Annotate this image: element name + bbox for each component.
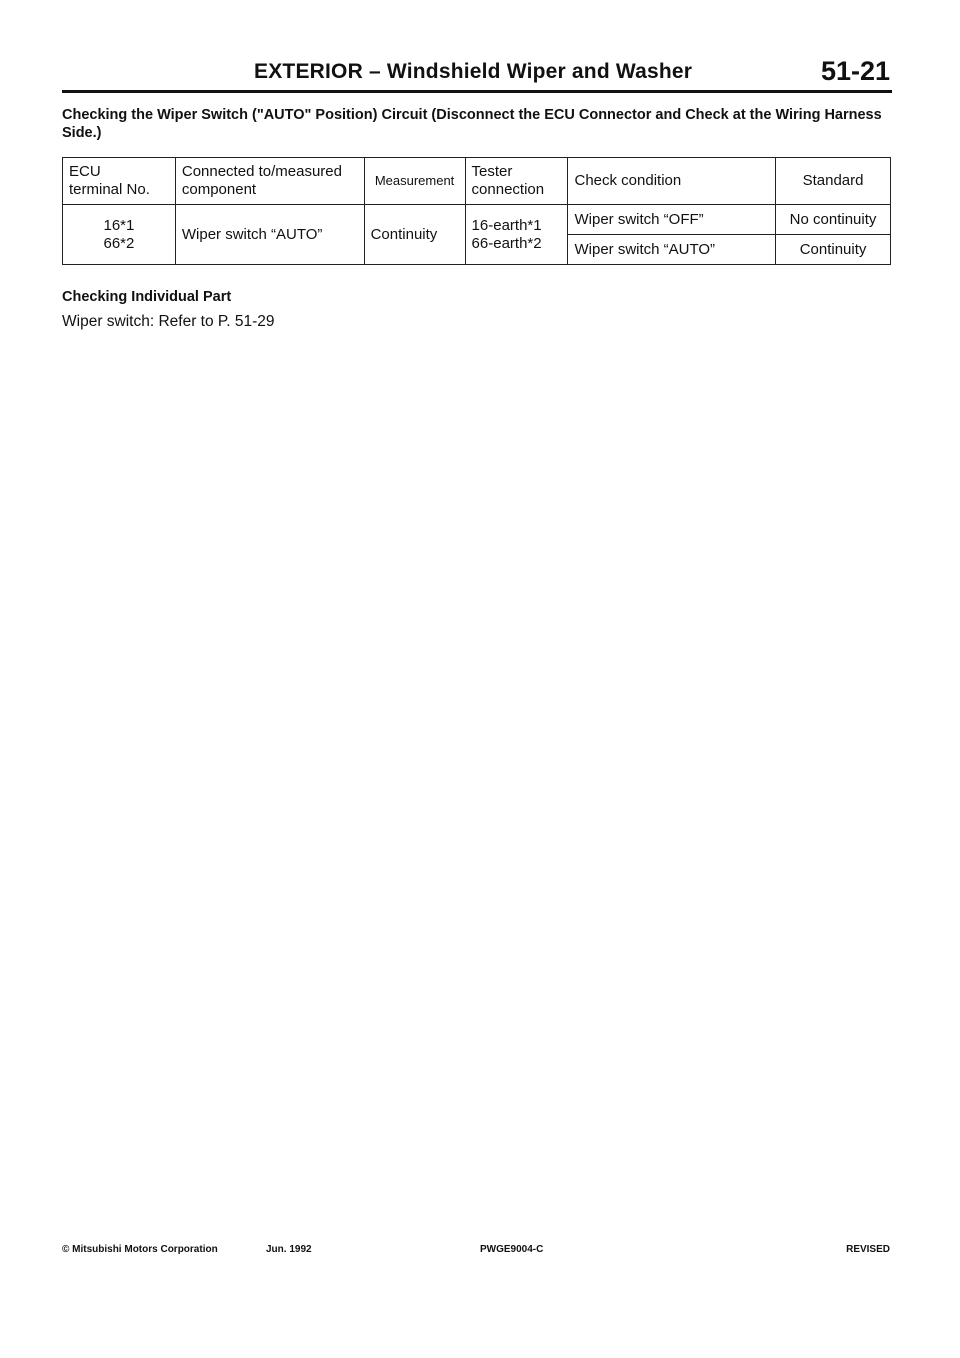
header-standard: Standard: [776, 158, 891, 205]
header-ecu-terminal-line1: ECU: [69, 163, 101, 180]
wiper-switch-reference: Wiper switch: Refer to P. 51-29: [62, 313, 275, 330]
inspection-table: [62, 157, 891, 265]
cell-ecu-terminal: [63, 205, 176, 265]
tester-connection-value-2: 66-earth*2: [471, 234, 542, 252]
header-tester-connection: [465, 158, 568, 205]
footer-revision-status: REVISED: [846, 1244, 890, 1255]
header-ecu-terminal-line2: terminal No.: [69, 181, 150, 198]
header-component-line2: component: [181, 181, 257, 198]
section-heading: Checking the Wiper Switch ("AUTO" Position) Circuit (Disconnect the ECU Connector and Check at the Wiring Harness Side.): [62, 107, 882, 141]
table-header-row: [63, 158, 891, 205]
header-component: [175, 158, 364, 205]
cell-standard: Continuity: [776, 235, 891, 265]
header-divider: [62, 90, 892, 93]
cell-tester-connection: [465, 205, 568, 265]
header-tester-line1: Tester: [471, 163, 513, 180]
page-header-title: EXTERIOR – Windshield Wiper and Washer: [254, 60, 693, 83]
ecu-terminal-value-1: 16*1: [103, 216, 135, 234]
header-measurement: Measurement: [364, 158, 465, 205]
header-check-condition: Check condition: [568, 158, 776, 205]
footer-document-code: PWGE9004-C: [480, 1244, 544, 1255]
table-row: [63, 205, 891, 235]
cell-component: Wiper switch “AUTO”: [175, 205, 364, 265]
cell-check-condition: Wiper switch “OFF”: [568, 205, 776, 235]
header-ecu-terminal: [63, 158, 176, 205]
header-component-line1: Connected to/measured: [181, 163, 342, 180]
individual-part-heading: Checking Individual Part: [62, 289, 232, 305]
footer-copyright: © Mitsubishi Motors Corporation: [62, 1244, 218, 1255]
footer-date: Jun. 1992: [266, 1244, 312, 1255]
cell-standard: No continuity: [776, 205, 891, 235]
cell-check-condition: Wiper switch “AUTO”: [568, 235, 776, 265]
cell-measurement: Continuity: [364, 205, 465, 265]
tester-connection-value-1: 16-earth*1: [471, 216, 542, 234]
header-tester-line2: connection: [471, 181, 545, 198]
page-number: 51-21: [820, 56, 890, 86]
ecu-terminal-value-2: 66*2: [103, 234, 135, 252]
